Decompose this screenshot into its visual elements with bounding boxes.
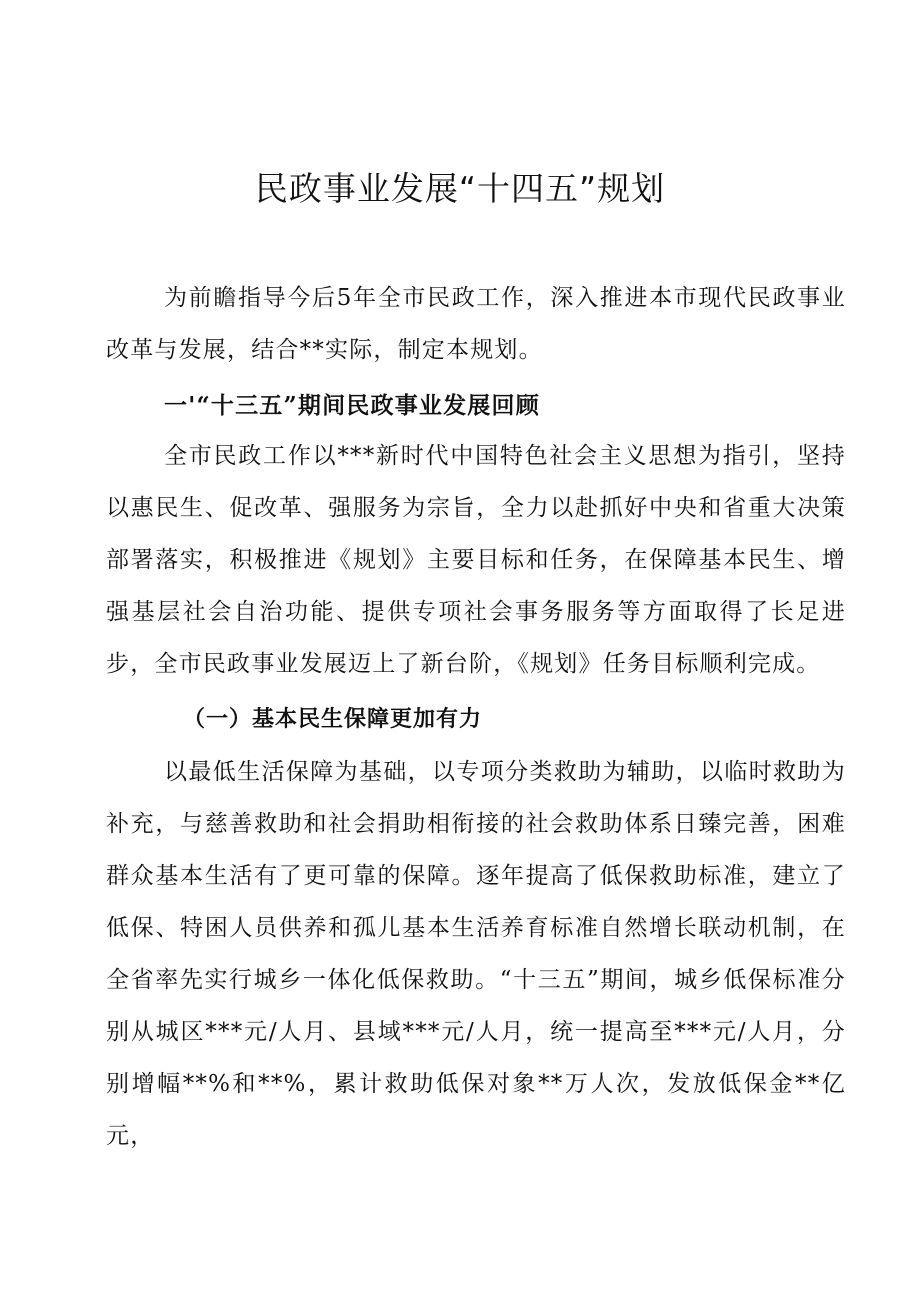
- document-title: 民政事业发展“十四五”规划: [254, 169, 666, 208]
- section-1-heading: 一'“十三五”期间民政事业发展回顾: [164, 392, 540, 419]
- subsection-1-paragraph: 以最低生活保障为基础，以专项分类救助为辅助，以临时救助为补充，与慈善救助和社会捐助相衔接的社会救助体系日臻完善，困难群众基本生活有了更可靠的保障。逐年提高了低保救助标准，建立了低保、特困人员供养和孤儿基本生活养育标准自然增长联动机制，在全省率先实行城乡一体化低保救助。“十三五”期间，城乡低保标准分别从城区***元/人月、县域***元/人月，统一提高至***元/人月，分别增幅**%和**%，累计救助低保对象**万人次，发放低保金**亿元，: [106, 759, 846, 1149]
- section-1-paragraph: 全市民政工作以***新时代中国特色社会主义思想为指引，坚持以惠民生、促改革、强服务为宗旨，全力以赴抓好中央和省重大决策部署落实，积极推进《规划》主要目标和任务，在保障基本民生、增强基层社会自治功能、提供专项社会事务服务等方面取得了长足进步，全市民政事业发展迈上了新台阶，《规划》任务目标顺利完成。: [106, 443, 846, 677]
- intro-paragraph: 为前瞻指导今后5年全市民政工作，深入推进本市现代民政事业改革与发展，结合**实际，制定本规划。: [106, 285, 846, 363]
- subsection-1-heading: （一）基本民生保障更加有力: [183, 707, 483, 732]
